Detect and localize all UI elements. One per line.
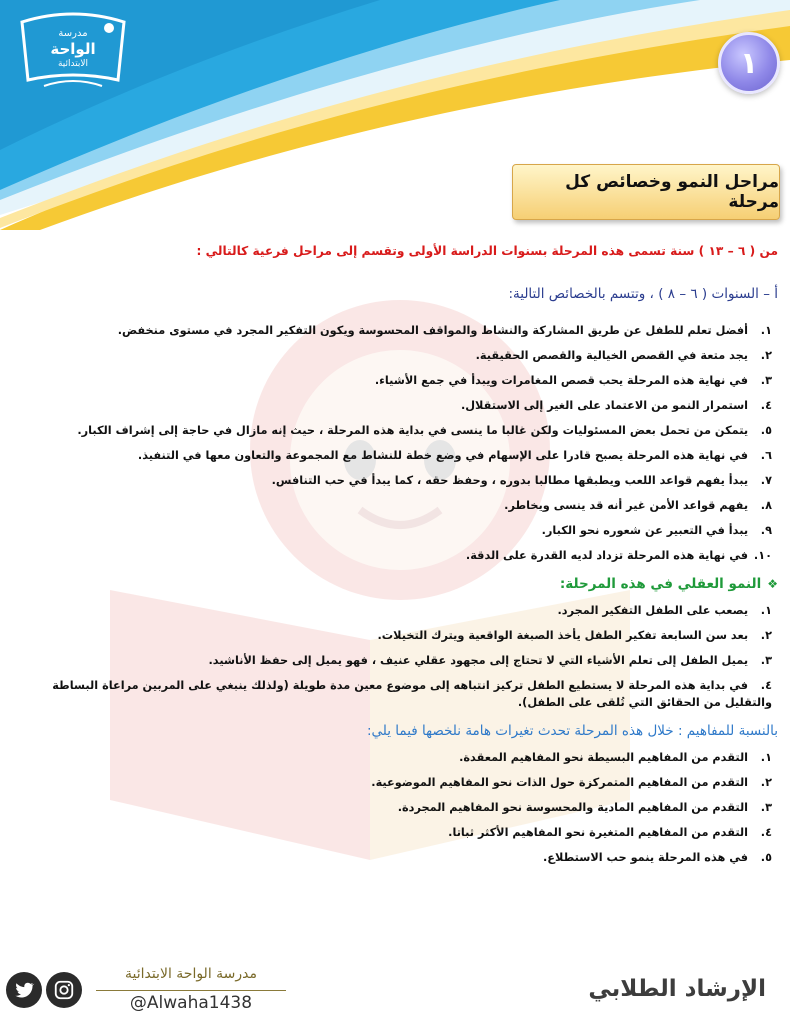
section-a-list [10, 322, 772, 564]
list-item: ٦. في نهاية هذه المرحلة يصبح قادرا على الإسهام في وضع خطة للنشاط مع المجموعة والتعاون معها في التنفيذ. [137, 449, 772, 462]
concepts-heading: بالنسبة للمفاهيم : خلال هذه المرحلة تحدث تغيرات هامة نلخصها فيما يلي: [366, 723, 778, 739]
list-item: ٣. في نهاية هذه المرحلة يحب قصص المغامرات ويبدأ في جمع الأشياء. [374, 374, 772, 387]
school-name: مدرسة الواحة الابتدائية [124, 966, 258, 982]
instagram-icon[interactable] [46, 972, 82, 1008]
page-title: مراحل النمو وخصائص كل مرحلة [565, 172, 779, 212]
section-a-heading: أ – السنوات ( ٦ – ٨ ) ، وتتسم بالخصائص التالية: [508, 286, 778, 302]
list-item: ٥. في هذه المرحلة ينمو حب الاستطلاع. [543, 851, 772, 864]
list-item: ١٠. في نهاية هذه المرحلة تزداد لديه القدرة على الدقة. [465, 549, 772, 562]
section-number: ١ [739, 45, 759, 81]
mental-growth-list [10, 602, 772, 711]
logo-line-2: الواحة [50, 40, 96, 58]
twitter-icon[interactable] [6, 972, 42, 1008]
list-item: ١. التقدم من المفاهيم البسيطة نحو المفاهيم المعقدة. [459, 751, 772, 764]
list-item: ٢. التقدم من المفاهيم المتمركزة حول الذات نحو المفاهيم الموضوعية. [371, 776, 772, 789]
intro-text: من ( ٦ – ١٣ ) سنة تسمى هذه المرحلة بسنوات الدراسة الأولى وتقسم إلى مراحل فرعية كالتالي : [196, 244, 778, 258]
list-item: ١. أفضل تعلم للطفل عن طريق المشاركة والنشاط والمواقف المحسوسة ويكون التفكير المجرد في مستوى منخفض. [117, 324, 772, 337]
page-title-box [512, 164, 780, 220]
footer [0, 958, 790, 1024]
list-item: ٤. التقدم من المفاهيم المتغيرة نحو المفاهيم الأكثر ثباتا. [448, 826, 772, 839]
diamond-bullet-icon: ❖ [767, 577, 778, 591]
list-item: ١. يصعب على الطفل التفكير المجرد. [557, 604, 772, 617]
list-item: ٤. في بداية هذه المرحلة لا يستطيع الطفل تركيز انتباهه إلى موضوع معين مدة طويلة (ولذلك ينبغي على المربين مراعاة البساطة والتقليل من الحقائق التي تُلقى على الطفل). [52, 679, 772, 709]
list-item: ٢. بعد سن السابعة تفكير الطفل يأخذ الصبغة الواقعية ويترك التخيلات. [377, 629, 772, 642]
section-number-badge [718, 32, 780, 94]
list-item: ٤. استمرار النمو من الاعتماد على الغير إلى الاستقلال. [460, 399, 772, 412]
social-handle[interactable]: @Alwaha1438 [96, 990, 286, 1013]
logo-text [14, 28, 132, 69]
list-item: ٧. يبدأ يفهم قواعد اللعب ويطبقها مطالبا بدوره ، وحفظ حقه ، كما يبدأ في حب التنافس. [271, 474, 772, 487]
mental-growth-heading: ❖النمو العقلي في هذه المرحلة: [559, 576, 778, 592]
list-item: ٥. يتمكن من تحمل بعض المسئوليات ولكن غالبا ما ينسى في بداية هذه المرحلة ، حيث إنه مازال في حاجة إلى إشراف الكبار. [77, 424, 772, 437]
list-item: ٣. يميل الطفل إلى تعلم الأشياء التي لا تحتاج إلى مجهود عقلي عنيف ، فهو يميل إلى حفظ الأناشيد. [208, 654, 772, 667]
list-item: ٩. يبدأ في التعبير عن شعوره نحو الكبار. [541, 524, 772, 537]
concepts-list [10, 749, 772, 866]
logo-line-1: مدرسة [58, 28, 88, 39]
logo-line-3: الابتدائية [57, 59, 89, 69]
department-name: الإرشاد الطلابي [588, 976, 766, 1002]
list-item: ٣. التقدم من المفاهيم المادية والمحسوسة نحو المفاهيم المجردة. [397, 801, 772, 814]
list-item: ٢. يجد متعة في القصص الخيالية والقصص الحقيقية. [475, 349, 772, 362]
content-area [10, 240, 778, 866]
list-item: ٨. يفهم قواعد الأمن غير أنه قد ينسى ويخاطر. [504, 499, 772, 512]
